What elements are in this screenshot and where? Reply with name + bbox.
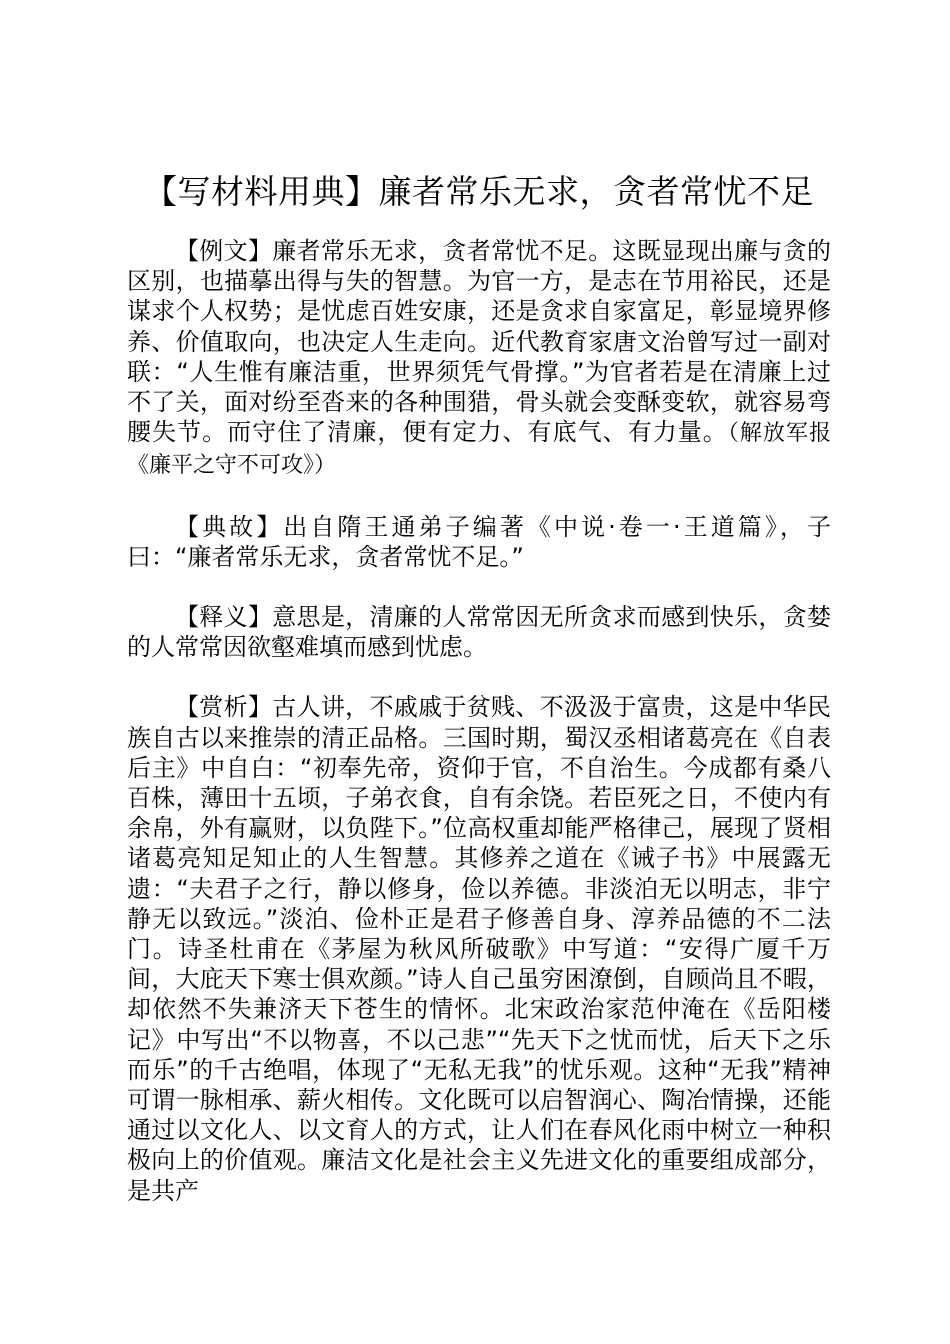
meaning-tag: 【释义】: [175, 603, 273, 632]
example-source: （解放军报《廉平之守不可攻》）: [127, 421, 831, 479]
document-page: [127, 170, 831, 1206]
example-paragraph: [127, 236, 831, 482]
allusion-paragraph: [127, 512, 831, 572]
allusion-text: 出自隋王通弟子编著《中说·卷一·王道篇》，子曰：“廉者常乐无求，贪者常忧不足。”: [127, 512, 831, 571]
appreciation-paragraph: [127, 692, 831, 1205]
appreciation-tag: 【赏析】: [175, 693, 273, 722]
allusion-tag: 【典故】: [175, 512, 284, 541]
appreciation-text: 古人讲，不戚戚于贫贱、不汲汲于富贵，这是中华民族自古以来推崇的清正品格。三国时期，蜀汉丞相诸葛亮在《自表后主》中自白：“初奉先帝，资仰于官，不自治生。今成都有桑八百株，薄田十五顷，子弟衣食，自有余饶。若臣死之日，不使内有余帛，外有赢财，以负陛下。”位高权重却能严格律己，展现了贤相诸葛亮知足知止的人生智慧。其修养之道在《诫子书》中展露无遗：“夫君子之行，静以修身，俭以养德。非淡泊无以明志，非宁静无以致远。”淡泊、俭朴正是君子修善自身、淳养品德的不二法门。诗圣杜甫在《茅屋为秋风所破歌》中写道：“安得广厦千万间，大庇天下寒士俱欢颜。”诗人自己虽穷困潦倒，自顾尚且不暇，却依然不失兼济天下苍生的情怀。北宋政治家范仲淹在《岳阳楼记》中写出“不以物喜，不以己悲”“先天下之忧而忧，后天下之乐而乐”的千古绝唱，体现了“无私无我”的忧乐观。这种“无我”精神可谓一脉相承、薪火相传。文化既可以启智润心、陶冶情操，还能通过以文化人、以文育人的方式，让人们在春风化雨中树立一种积极向上的价值观。廉洁文化是社会主义先进文化的重要组成部分，是共产: [127, 693, 832, 1205]
example-tag: 【例文】: [175, 237, 273, 265]
page-title: 【写材料用典】廉者常乐无求，贪者常忧不足: [144, 172, 814, 211]
example-text: 廉者常乐无求，贪者常忧不足。这既显现出廉与贪的区别，也描摹出得与失的智慧。为官一方，是志在节用裕民，还是谋求个人权势；是忧虑百姓安康，还是贪求自家富足，彰显境界修养、价值取向，也决定人生走向。近代教育家唐文治曾写过一副对联：“人生惟有廉洁重，世界须凭气骨撑。”为官者若是在清廉上过不了关，面对纷至沓来的各种围猎，骨头就会变酥变软，就容易弯腰失节。而守住了清廉，便有定力、有底气、有力量。: [127, 237, 832, 447]
meaning-paragraph: [127, 602, 831, 662]
meaning-text: 意思是，清廉的人常常因无所贪求而感到快乐，贪婪的人常常因欲壑难填而感到忧虑。: [127, 603, 832, 662]
